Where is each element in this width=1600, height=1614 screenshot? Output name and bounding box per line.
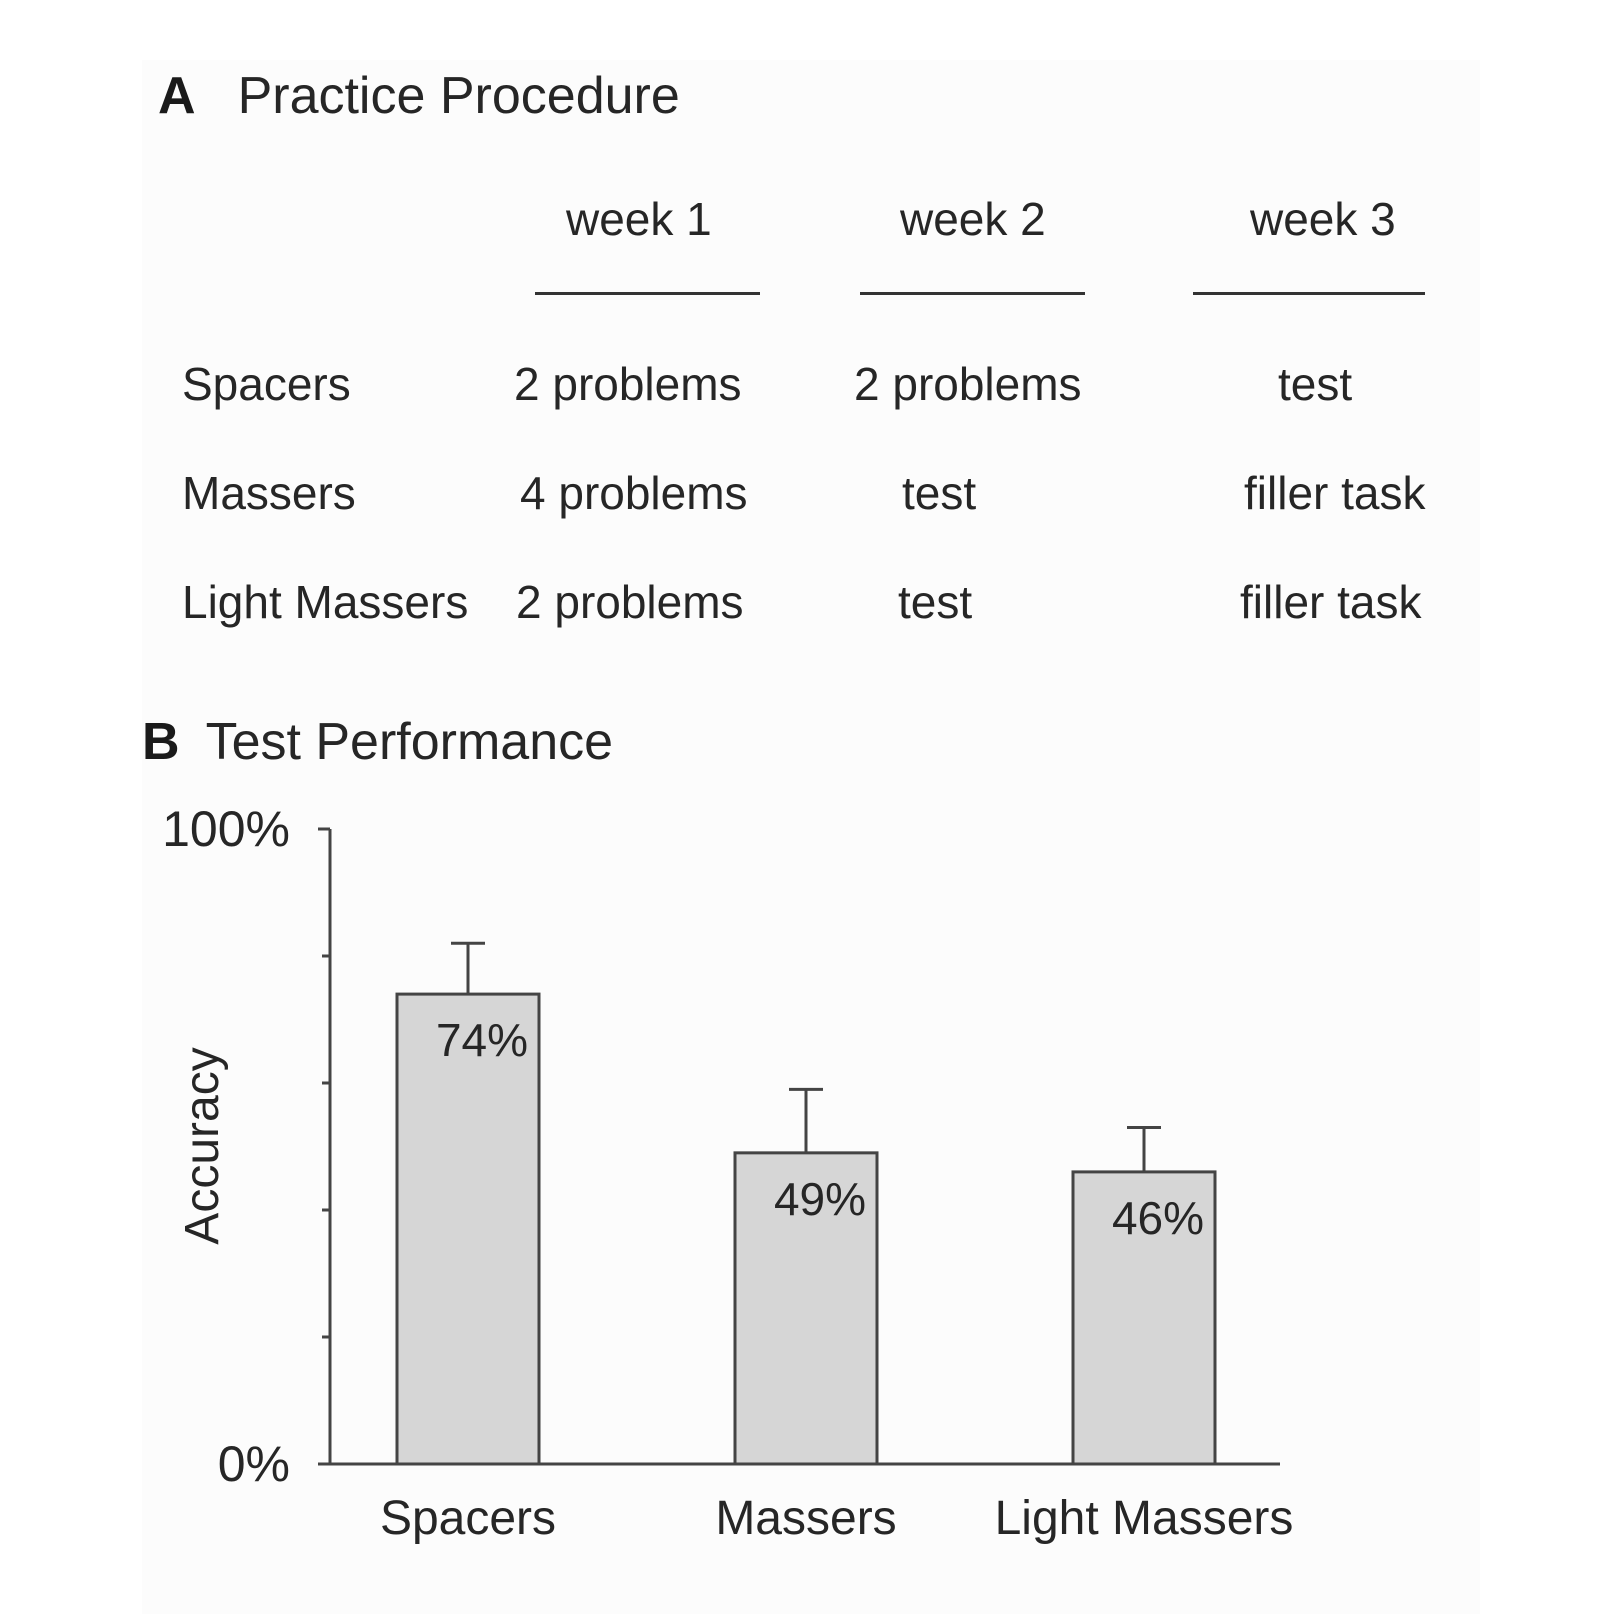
- row-light-massers-label: Light Massers: [182, 576, 469, 628]
- row-light-massers-week-1: 2 problems: [516, 576, 744, 628]
- y-tick-label-0: 0%: [217, 1436, 290, 1492]
- row-massers-week-1: 4 problems: [520, 467, 748, 519]
- panel-b-title: Test Performance: [205, 713, 614, 771]
- week-1-header: week 1: [566, 193, 712, 245]
- row-spacers-label: Spacers: [182, 358, 351, 410]
- y-tick-label-100: 100%: [162, 801, 290, 857]
- row-spacers-week-2: 2 problems: [854, 358, 1082, 410]
- panel-a-letter: A: [158, 67, 196, 125]
- bar-value-label-spacers: 74%: [435, 1014, 529, 1067]
- x-tick-label-massers: Massers: [715, 1492, 897, 1545]
- x-tick-label-light-massers: Light Massers: [994, 1492, 1294, 1545]
- y-axis-label: Accuracy: [176, 1047, 229, 1245]
- row-spacers-week-3: test: [1278, 358, 1353, 410]
- bar-value-label-massers: 49%: [773, 1172, 867, 1225]
- panel-a-title: Practice Procedure: [237, 67, 680, 125]
- row-massers-label: Massers: [182, 467, 356, 519]
- panel-b-letter: B: [142, 713, 180, 771]
- row-massers-week-3: filler task: [1244, 467, 1426, 519]
- row-massers-week-2: test: [902, 467, 977, 519]
- row-light-massers-week-2: test: [898, 576, 973, 628]
- bar-value-label-light-massers: 46%: [1111, 1191, 1205, 1244]
- week-2-header: week 2: [900, 193, 1046, 245]
- x-tick-label-spacers: Spacers: [379, 1492, 557, 1545]
- row-spacers-week-1: 2 problems: [514, 358, 742, 410]
- week-3-header: week 3: [1250, 193, 1396, 245]
- row-light-massers-week-3: filler task: [1240, 576, 1422, 628]
